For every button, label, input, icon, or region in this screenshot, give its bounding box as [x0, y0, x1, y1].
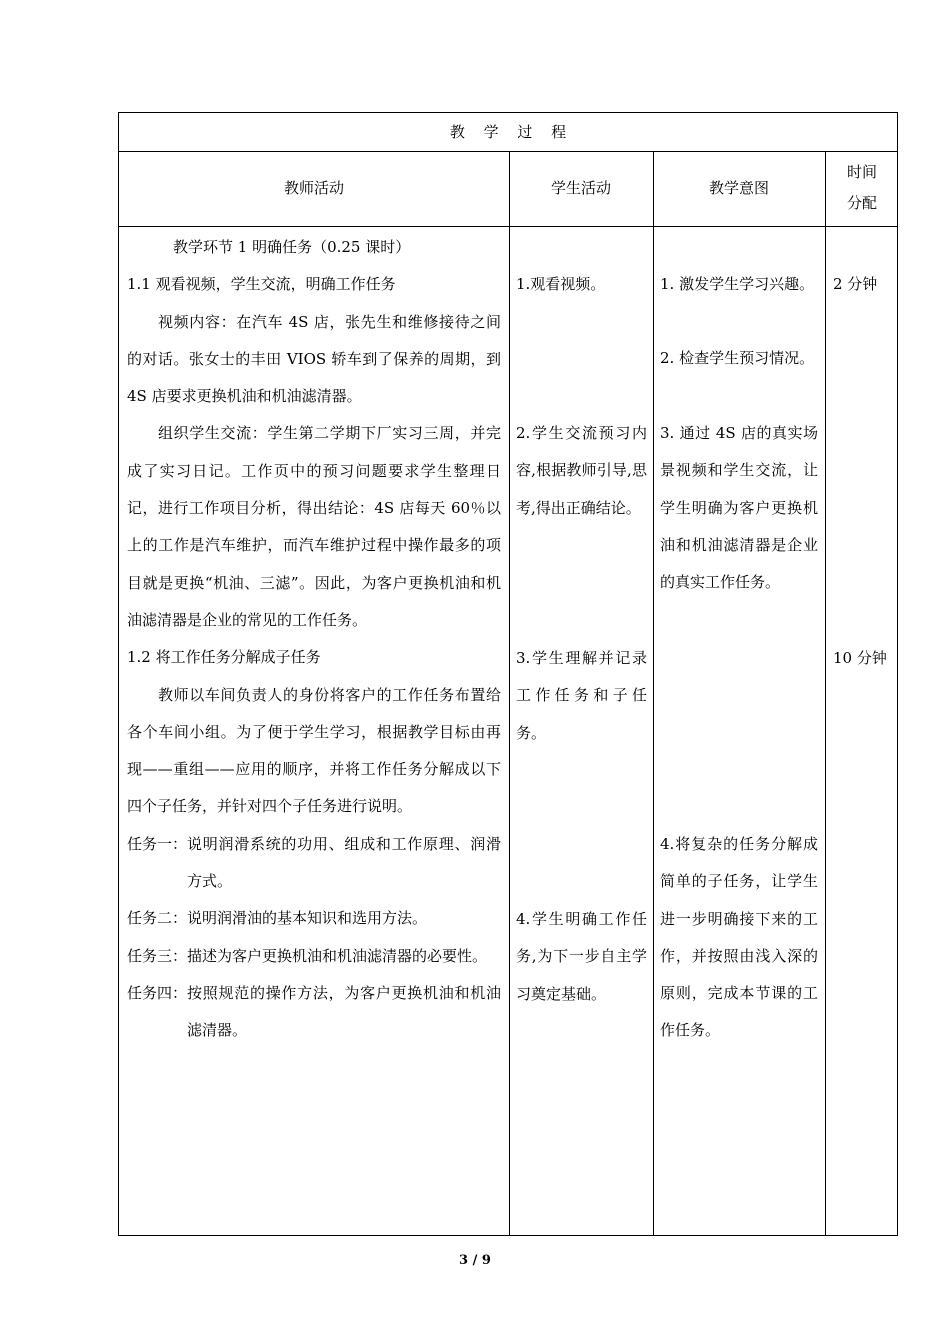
intent-1: 1. 激发学生学习兴趣。: [660, 275, 815, 293]
header-student-activity: 学生活动: [550, 179, 611, 197]
header-teaching-intent: 教学意图: [708, 179, 769, 197]
header-time-line1: 时间: [846, 163, 877, 181]
table-title: 教 学 过 程: [449, 123, 567, 141]
student-activity-3: 3.学生理解并记录工作任务和子任务。: [516, 649, 647, 742]
intent-4: 4.将复杂的任务分解成简单的子任务，让学生进一步明确接下来的工作，并按照由浅入深的原则，完成本节课的工作任务。: [660, 835, 818, 1040]
task-item: [127, 826, 501, 901]
task-text: 按照规范的操作方法，为客户更换机油和机油滤清器。: [187, 983, 501, 1040]
task-label: 任务四：: [127, 983, 188, 1002]
teacher-activity-cell: [127, 229, 501, 1050]
task-text: 说明润滑系统的功用、组成和工作原理、润滑方式。: [187, 834, 501, 891]
task-label: 任务一：: [127, 834, 188, 853]
student-activity-2: 2.学生交流预习内容,根据教师引导,思考,得出正确结论。: [516, 424, 647, 517]
teaching-process-table: [118, 112, 898, 1236]
header-teacher-activity: 教师活动: [283, 179, 344, 197]
task-text: 说明润滑油的基本知识和选用方法。: [187, 909, 428, 928]
student-activity-4: 4.学生明确工作任务,为下一步自主学习奠定基础。: [516, 910, 647, 1003]
subsection-1-heading: 1.1 观看视频，学生交流，明确工作任务: [127, 275, 396, 294]
header-time-line2: 分配: [846, 194, 877, 212]
student-activity-1: 1.观看视频。: [516, 275, 606, 293]
time-allocation-1: 2 分钟: [833, 275, 878, 293]
page-number: 3 / 9: [459, 1253, 491, 1268]
task-label: 任务二：: [127, 909, 188, 928]
student-exchange-text: 组织学生交流：学生第二学期下厂实习三周，并完成了实习日记。工作页中的预习问题要求学生整理日记，进行工作项目分析，得出结论：4S 店每天 60％以上的工作是汽车维护，而汽车维护过程中操作最多的项目就是更换“机油、三滤”。因此，为客户更换机油和机油滤清器是企业的常见的工作任务。: [127, 424, 501, 629]
col-divider-3: [825, 151, 826, 1235]
task-item: [127, 900, 501, 937]
col-divider-2: [653, 151, 654, 1235]
time-allocation-2: 10 分钟: [833, 649, 887, 667]
task-text: 描述为客户更换机油和机油滤清器的必要性。: [187, 946, 488, 965]
intent-3: 3. 通过 4S 店的真实场景视频和学生交流，让学生明确为客户更换机油和机油滤清器是企业的真实工作任务。: [660, 424, 818, 592]
task-label: 任务三：: [127, 946, 188, 965]
intent-2: 2. 检查学生预习情况。: [660, 349, 815, 367]
task-item: [127, 938, 501, 975]
video-content-text: 视频内容：在汽车 4S 店，张先生和维修接待之间的对话。张女士的丰田 VIOS 轿车到了保养的周期，到 4S 店要求更换机油和机油滤清器。: [127, 312, 501, 406]
col-divider-1: [509, 151, 510, 1235]
task-item: [127, 975, 501, 1050]
section-title: 教学环节 1 明确任务（0.25 课时）: [173, 238, 411, 256]
task-breakdown-text: 教师以车间负责人的身份将客户的工作任务布置给各个车间小组。为了便于学生学习，根据教学目标由再现——重组——应用的顺序，并将工作任务分解成以下四个子任务，并针对四个子任务进行说明。: [127, 685, 501, 816]
subsection-2-heading: 1.2 将工作任务分解成子任务: [127, 648, 321, 667]
header-time-allocation: [825, 157, 899, 219]
header-divider: [119, 226, 897, 227]
